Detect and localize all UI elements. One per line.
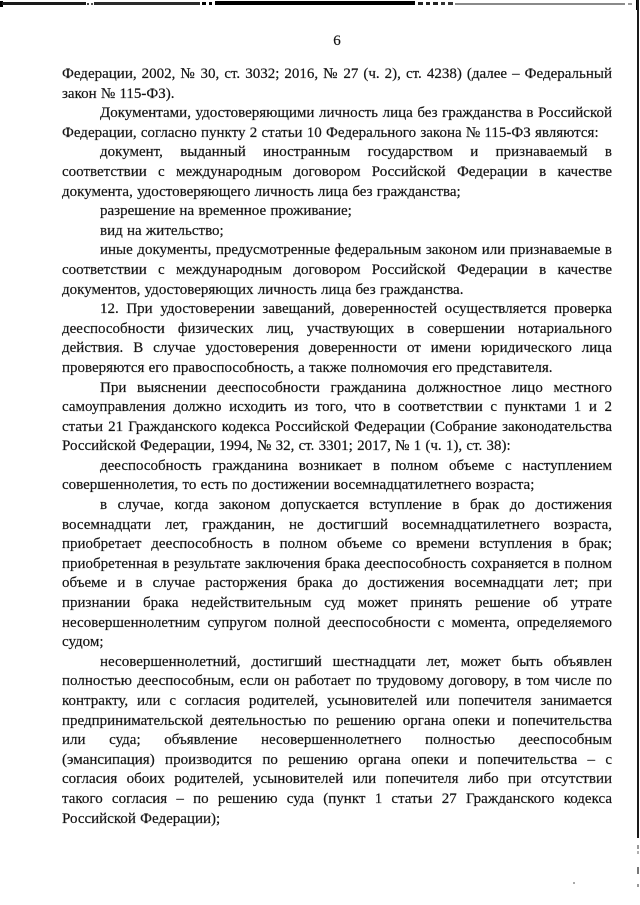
paragraph: иные документы, предусмотренные федеральным законом или признаваемые в соответствии с международным договором Российской Федерации в качестве документов, удостоверяющих личность лица без гражданства. (62, 242, 612, 298)
scan-speck (91, 3, 93, 5)
scan-edge-top-dash (426, 2, 430, 5)
scan-edge-right-tick (637, 867, 639, 874)
scan-edge-right-tick (637, 884, 639, 887)
document-body (62, 65, 612, 829)
scan-speck (573, 882, 575, 884)
scan-edge-right-line (637, 0, 639, 838)
scan-edge-top-dash (418, 2, 423, 5)
scan-edge-top-segment (455, 3, 625, 5)
scan-edge-top-segment (94, 2, 200, 5)
paragraph: Федерации, 2002, № 30, ст. 3032; 2016, № 27 (ч. 2), ст. 4238) (далее – Федеральный закон № 115-ФЗ). (62, 66, 612, 102)
scan-speck (87, 3, 89, 5)
paragraph: вид на жительство; (100, 222, 224, 239)
scan-edge-right-tick (637, 851, 639, 854)
page-number: 6 (333, 33, 341, 49)
scan-edge-top-dash (202, 2, 206, 5)
scan-edge-top-dash (441, 2, 445, 5)
scan-edge-top-dash (448, 2, 453, 5)
scan-edge-right-tick (637, 845, 639, 849)
paragraph: документ, выданный иностранным государством и признаваемый в соответствии с международным договором Российской Федерации в качестве документа, удостоверяющего личность лица без гражданства; (62, 144, 612, 200)
scan-speck (628, 3, 632, 5)
paragraph: При выяснении дееспособности гражданина должностное лицо местного самоуправления должно исходить из того, что в соответствии с пунктами 1 и 2 статьи 21 Гражданского кодекса Российской Федерации (Собрание законодательства Российской Федерации, 1994, № 32, ст. 3301; 2017, № 1 (ч. 1), ст. 38): (62, 379, 612, 455)
scan-edge-top-segment (2, 2, 86, 5)
paragraph: разрешение на временное проживание; (100, 203, 352, 220)
paragraph: дееспособность гражданина возникает в полном объеме с наступлением совершеннолетия, то есть по достижении восемнадцатилетнего возраста; (62, 457, 612, 494)
paragraph: 12. При удостоверении завещаний, доверенностей осуществляется проверка дееспособности физических лиц, участвующих в совершении нотариального действия. В случае удостоверения доверенности от имени юридического лица проверяются его правоспособность, а также полномочия его представителя. (62, 301, 612, 376)
paragraph: несовершеннолетний, достигший шестнадцати лет, может быть объявлен полностью дееспособным, если он работает по трудовому договору, в том числе по контракту, или с согласия родителей, усыновителей или попечителя занимается предпринимательской деятельностью по решению органа опеки и попечительства или суда; объявление несовершеннолетнего полностью дееспособным (эмансипация) производится по решению органа опеки и попечительства – с согласия обоих родителей, усыновителей или попечителя либо при отсутствии такого согласия – по решению суда (пункт 1 статьи 27 Гражданского кодекса Российской Федерации); (62, 653, 612, 827)
scan-edge-top-dash (433, 2, 438, 5)
paragraph: Документами, удостоверяющими личность лица без гражданства в Российской Федерации, согласно пункту 2 статьи 10 Федерального закона № 115-ФЗ являются: (62, 105, 612, 141)
paragraph: в случае, когда законом допускается вступление в брак до достижения восемнадцати лет, гражданин, не достигший восемнадцатилетнего возраста, приобретает дееспособность в полном объеме со времени вступления в брак; приобретенная в результате заключения брака дееспособность сохраняется в полном объеме и в случае расторжения брака до достижения восемнадцати лет; при признании брака недействительным суд может принять решение об утрате несовершеннолетним супругом полной дееспособности с момента, определяемого судом; (62, 497, 612, 651)
scan-edge-top-dash (209, 2, 212, 5)
scan-edge-top-segment (215, 1, 415, 5)
